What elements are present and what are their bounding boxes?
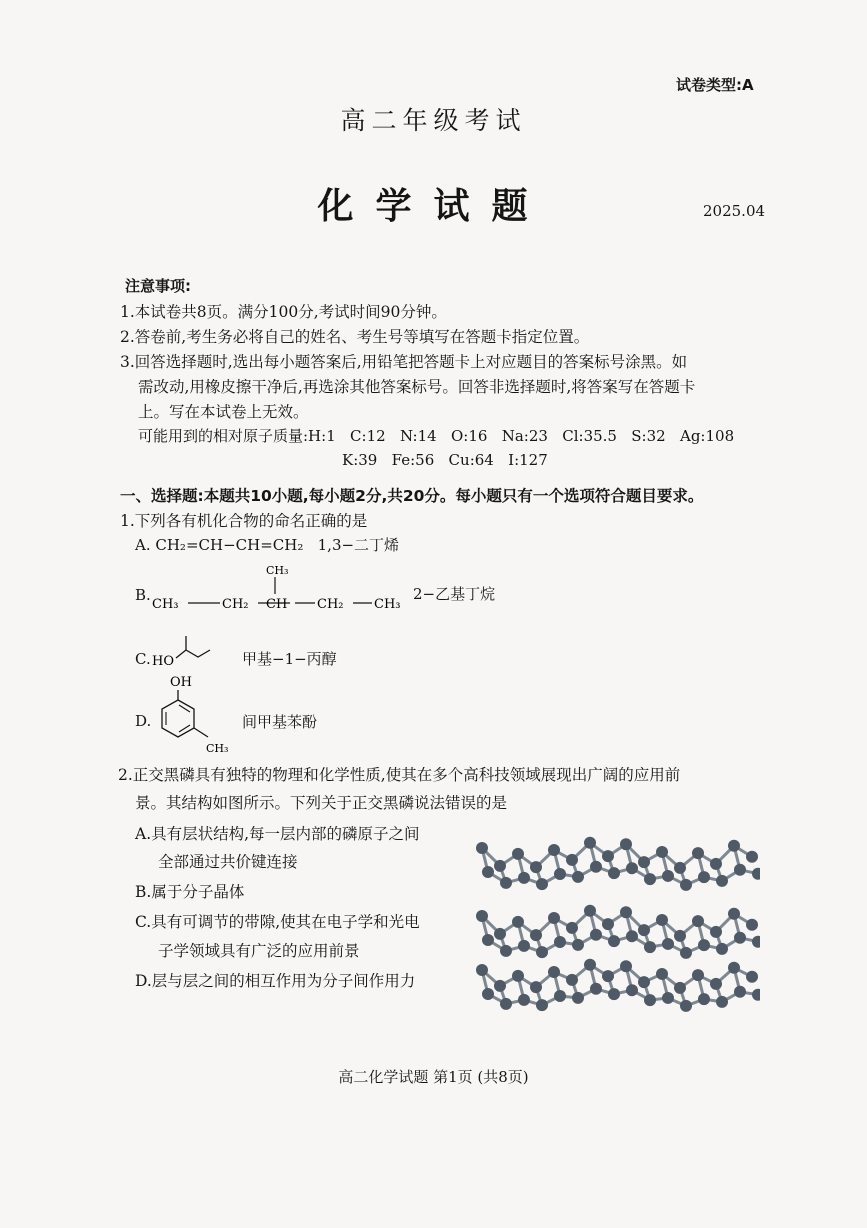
question-2-option-c-cont: 子学领域具有广泛的应用前景 bbox=[158, 942, 360, 960]
phosphorus-atom bbox=[716, 875, 728, 887]
phosphorus-atom bbox=[752, 989, 760, 1001]
methyl-bond bbox=[194, 728, 208, 737]
phosphorus-atom bbox=[728, 840, 740, 852]
phosphorus-atom bbox=[692, 915, 704, 927]
phosphorus-atom bbox=[518, 872, 530, 884]
formula-ch2-a: CH₂ bbox=[222, 597, 249, 612]
phosphorus-atom bbox=[746, 919, 758, 931]
phosphorus-atom bbox=[728, 908, 740, 920]
phosphorus-atom bbox=[548, 966, 560, 978]
benzene-ring bbox=[162, 700, 194, 737]
phosphorus-atom bbox=[590, 983, 602, 995]
subject-title: 化学试题 bbox=[317, 185, 550, 227]
option-d-structure bbox=[150, 672, 240, 762]
phosphorus-atom bbox=[572, 992, 584, 1004]
phosphorus-atom bbox=[734, 986, 746, 998]
notes-heading: 注意事项: bbox=[125, 277, 191, 295]
phosphorus-atom bbox=[680, 947, 692, 959]
phosphorus-atom bbox=[626, 984, 638, 996]
note-item-1: 1.本试卷共8页。满分100分,考试时间90分钟。 bbox=[120, 303, 447, 321]
phosphorus-atom bbox=[746, 851, 758, 863]
phosphorus-atom bbox=[626, 930, 638, 942]
question-1-option-a: A. CH₂=CH−CH=CH₂ 1,3−二丁烯 bbox=[135, 536, 400, 554]
phosphorus-atom bbox=[584, 959, 596, 971]
phosphorus-atom bbox=[536, 878, 548, 890]
question-2-stem: 2.正交黑磷具有独特的物理和化学性质,使其在多个高科技领域展现出广阔的应用前 bbox=[118, 766, 681, 784]
question-1-option-c-name: 甲基−1−丙醇 bbox=[242, 650, 337, 668]
formula-ch2-b: CH₂ bbox=[317, 597, 344, 612]
formula-oh: OH bbox=[170, 675, 192, 690]
question-2-option-c: C.具有可调节的带隙,使其在电子学和光电 bbox=[135, 913, 420, 931]
page-footer: 高二化学试题 第1页 (共8页) bbox=[338, 1068, 529, 1086]
phosphorus-atom bbox=[626, 862, 638, 874]
phosphorus-atom bbox=[554, 868, 566, 880]
phosphorus-atom bbox=[494, 860, 506, 872]
phosphorus-atom bbox=[536, 999, 548, 1011]
phosphorus-atom bbox=[500, 945, 512, 957]
phosphorus-atom bbox=[698, 939, 710, 951]
phosphorus-atom bbox=[710, 858, 722, 870]
note-item-3-cont: 需改动,用橡皮擦干净后,再选涂其他答案标号。回答非选择题时,将答案写在答题卡 bbox=[138, 378, 696, 396]
formula-ch3: CH₃ bbox=[206, 742, 229, 755]
phosphorus-atom bbox=[638, 924, 650, 936]
phosphorus-atom bbox=[674, 862, 686, 874]
phosphorus-atoms bbox=[476, 837, 760, 1012]
phosphorus-atom bbox=[530, 929, 542, 941]
phosphorus-atom bbox=[518, 940, 530, 952]
phosphorus-atom bbox=[692, 847, 704, 859]
phosphorus-atom bbox=[734, 864, 746, 876]
phosphorus-atom bbox=[716, 943, 728, 955]
phosphorus-atom bbox=[512, 848, 524, 860]
phosphorus-atom bbox=[608, 988, 620, 1000]
phosphorus-atom bbox=[530, 861, 542, 873]
phosphorus-atom bbox=[746, 971, 758, 983]
phosphorus-atom bbox=[548, 912, 560, 924]
phosphorus-atom bbox=[512, 916, 524, 928]
phosphorus-atom bbox=[608, 935, 620, 947]
phosphorus-atom bbox=[494, 928, 506, 940]
phosphorus-atom bbox=[644, 873, 656, 885]
phosphorus-atom bbox=[476, 842, 488, 854]
question-2-option-a-cont: 全部通过共价键连接 bbox=[158, 853, 298, 871]
phosphorus-atom bbox=[548, 844, 560, 856]
formula-ch3-top: CH₃ bbox=[266, 564, 289, 577]
phosphorus-atom bbox=[644, 994, 656, 1006]
note-item-3: 3.回答选择题时,选出每小题答案后,用铅笔把答题卡上对应题目的答案标号涂黑。如 bbox=[120, 353, 688, 371]
phosphorus-atom bbox=[728, 962, 740, 974]
paper-type: 试卷类型:A bbox=[676, 76, 754, 94]
question-1-option-d-label: D. bbox=[135, 712, 152, 730]
phosphorus-atom bbox=[572, 939, 584, 951]
phosphorus-atom bbox=[620, 960, 632, 972]
section-heading: 一、选择题:本题共10小题,每小题2分,共20分。每小题只有一个选项符合题目要求。 bbox=[120, 487, 704, 505]
formula-ho: HO bbox=[152, 654, 174, 669]
question-1-option-d-name: 间甲基苯酚 bbox=[242, 713, 318, 731]
phosphorus-atom bbox=[638, 976, 650, 988]
phosphorus-atom bbox=[608, 867, 620, 879]
phosphorus-atom bbox=[500, 998, 512, 1010]
formula-ch3-left: CH₃ bbox=[152, 597, 179, 612]
phosphorus-atom bbox=[602, 970, 614, 982]
formula-ch3-right: CH₃ bbox=[374, 597, 401, 612]
question-1-stem: 1.下列各有机化合物的命名正确的是 bbox=[120, 512, 368, 530]
phosphorus-atom bbox=[590, 861, 602, 873]
formula-ch-visible: CH bbox=[266, 597, 288, 612]
question-1-option-b-name: 2−乙基丁烷 bbox=[413, 585, 496, 603]
exam-title: 高二年级考试 bbox=[340, 106, 527, 135]
phosphorus-atom bbox=[674, 982, 686, 994]
phosphorus-atom bbox=[572, 871, 584, 883]
phosphorus-atom bbox=[566, 922, 578, 934]
question-2-option-b: B.属于分子晶体 bbox=[135, 883, 245, 901]
phosphorus-atom bbox=[482, 988, 494, 1000]
phosphorus-atom bbox=[494, 980, 506, 992]
phosphorus-atom bbox=[662, 870, 674, 882]
atomic-mass-line-2: K:39 Fe:56 Cu:64 I:127 bbox=[342, 451, 548, 469]
phosphorus-atom bbox=[566, 974, 578, 986]
phosphorus-atom bbox=[656, 968, 668, 980]
phosphorus-atom bbox=[500, 877, 512, 889]
phosphorus-atom bbox=[752, 936, 760, 948]
phosphorus-atom bbox=[602, 850, 614, 862]
phosphorus-atom bbox=[662, 992, 674, 1004]
phosphorus-atom bbox=[512, 970, 524, 982]
phosphorus-atom bbox=[656, 846, 668, 858]
phosphorus-atom bbox=[482, 866, 494, 878]
note-item-3-end: 上。写在本试卷上无效。 bbox=[138, 403, 309, 421]
question-2-stem-cont: 景。其结构如图所示。下列关于正交黑磷说法错误的是 bbox=[135, 794, 508, 812]
phosphorus-atom bbox=[674, 930, 686, 942]
black-phosphorus-structure-image bbox=[470, 830, 760, 1020]
phosphorus-atom bbox=[716, 996, 728, 1008]
phosphorus-atom bbox=[692, 969, 704, 981]
question-1-option-c-label: C. bbox=[135, 650, 151, 668]
phosphorus-atom bbox=[590, 929, 602, 941]
exam-date: 2025.04 bbox=[703, 202, 766, 220]
phosphorus-atom bbox=[530, 981, 542, 993]
phosphorus-atom bbox=[476, 964, 488, 976]
question-1-option-b-label: B. bbox=[135, 586, 151, 604]
atomic-mass-line-1: 可能用到的相对原子质量:H:1 C:12 N:14 O:16 Na:23 Cl:35.5 S:32 Ag:108 bbox=[138, 427, 735, 445]
phosphorus-atom bbox=[752, 868, 760, 880]
phosphorus-atom bbox=[566, 854, 578, 866]
option-b-structure bbox=[150, 560, 410, 620]
phosphorus-atom bbox=[638, 856, 650, 868]
phosphorus-atom bbox=[680, 879, 692, 891]
phosphorus-atom bbox=[644, 941, 656, 953]
phosphorus-atom bbox=[710, 926, 722, 938]
question-2-option-d: D.层与层之间的相互作用为分子间作用力 bbox=[135, 972, 416, 990]
phosphorus-atom bbox=[710, 978, 722, 990]
phosphorus-atom bbox=[734, 932, 746, 944]
phosphorus-atom bbox=[680, 1000, 692, 1012]
phosphorus-atom bbox=[584, 905, 596, 917]
carbon-chain bbox=[176, 650, 210, 658]
phosphorus-atom bbox=[482, 934, 494, 946]
phosphorus-atom bbox=[656, 914, 668, 926]
phosphorus-atom bbox=[536, 946, 548, 958]
phosphorus-atom bbox=[620, 906, 632, 918]
phosphorus-atom bbox=[554, 990, 566, 1002]
phosphorus-atom bbox=[602, 918, 614, 930]
phosphorus-atom bbox=[698, 993, 710, 1005]
phosphorus-atom bbox=[662, 938, 674, 950]
option-c-structure bbox=[150, 630, 230, 670]
phosphorus-atom bbox=[620, 838, 632, 850]
note-item-2: 2.答卷前,考生务必将自己的姓名、考生号等填写在答题卡指定位置。 bbox=[120, 328, 590, 346]
phosphorus-atom bbox=[476, 910, 488, 922]
phosphorus-atom bbox=[554, 936, 566, 948]
phosphorus-atom bbox=[518, 994, 530, 1006]
phosphorus-atom bbox=[584, 837, 596, 849]
phosphorus-atom bbox=[698, 871, 710, 883]
question-2-option-a: A.具有层状结构,每一层内部的磷原子之间 bbox=[135, 825, 420, 843]
